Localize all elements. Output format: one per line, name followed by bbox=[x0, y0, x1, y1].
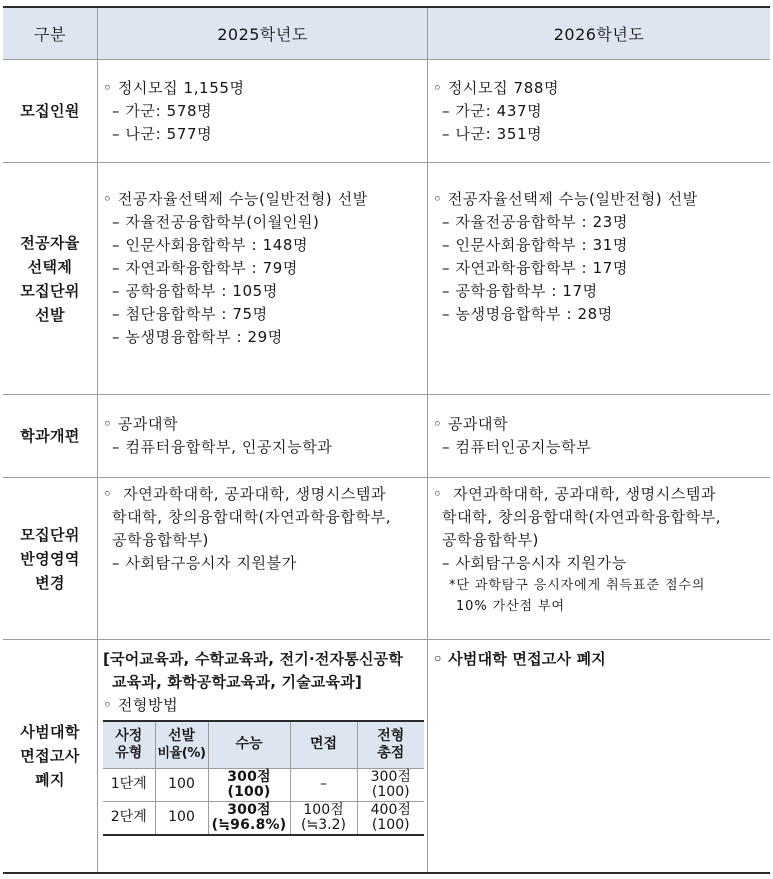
sub-line: – 농생명융합학부 : 28명 bbox=[442, 305, 613, 323]
col-header-line: 수능 bbox=[235, 736, 263, 753]
teachers-college-2025-cell bbox=[97, 640, 427, 872]
sub-line: – 공학융합학부 : 17명 bbox=[442, 282, 598, 300]
suneung-cell bbox=[208, 768, 290, 801]
recruitment-2026-cell bbox=[427, 60, 770, 163]
bullet-line: ◦ 자연과학대학, 공과대학, 생명시스템과 bbox=[103, 485, 387, 503]
col-header-line: 선발 bbox=[167, 727, 196, 744]
bullet-line: ◦ 자연과학대학, 공과대학, 생명시스템과 bbox=[433, 485, 717, 503]
header-category bbox=[3, 8, 97, 60]
row-label-line: 모집단위 bbox=[20, 525, 80, 544]
sub-line: – 인문사회융합학부 : 148명 bbox=[112, 236, 309, 254]
header-year-2026-text: 2026학년도 bbox=[553, 25, 645, 44]
col-header-line: 총점 bbox=[377, 744, 405, 761]
row-label-text: 학과개편 bbox=[20, 427, 80, 445]
cell-line: (100) bbox=[227, 783, 271, 800]
sub-line: – 자연과학융합학부 : 79명 bbox=[112, 259, 298, 277]
cell-line: 300점 bbox=[227, 768, 271, 785]
major-selection-2025-cell bbox=[97, 163, 427, 395]
footnote-line: 10% 가산점 부여 bbox=[456, 599, 565, 614]
cell-line: (≒96.8%) bbox=[211, 816, 287, 833]
row-label-line: 면접고사 bbox=[20, 747, 80, 765]
sub-line: – 자연과학융합학부 : 17명 bbox=[442, 259, 628, 277]
col-header-suneung bbox=[208, 721, 290, 768]
header-year-2025 bbox=[97, 8, 427, 60]
col-header-assessment-type bbox=[103, 721, 155, 768]
row-label-department-reorganization bbox=[3, 395, 97, 478]
row-label-reflection-area bbox=[3, 478, 97, 640]
header-year-2026 bbox=[427, 8, 770, 60]
sub-line: – 가군: 437명 bbox=[442, 102, 543, 120]
department-list-line: [국어교육과, 수학교육과, 전기·전자통신공학 bbox=[103, 650, 404, 668]
cell-line: 300점 bbox=[227, 801, 271, 818]
selection-table-header-row bbox=[103, 721, 424, 768]
department-reorganization-2025-cell bbox=[97, 395, 427, 478]
total-score-cell bbox=[357, 801, 424, 835]
sub-line: – 인문사회융합학부 : 31명 bbox=[442, 236, 628, 254]
row-label-text: 모집인원 bbox=[20, 102, 80, 120]
row-label-line: 전공자율 bbox=[20, 233, 80, 252]
reflection-area-2026-cell bbox=[427, 478, 770, 640]
department-reorganization-2026-cell bbox=[427, 395, 770, 478]
row-label-line: 선택제 bbox=[27, 257, 73, 276]
bullet-line: ◦ 공과대학 bbox=[433, 415, 509, 433]
sub-line: – 사회탐구응시자 지원불가 bbox=[112, 554, 297, 572]
col-header-total-score bbox=[357, 721, 424, 768]
sub-line: – 가군: 578명 bbox=[112, 102, 213, 120]
reflection-area-2025-cell bbox=[97, 478, 427, 640]
cell-line: 400점 bbox=[370, 801, 411, 818]
total-score-cell bbox=[357, 768, 424, 801]
recruitment-2025-cell bbox=[97, 60, 427, 163]
bullet-line: ◦ 사범대학 면접고사 폐지 bbox=[433, 650, 606, 668]
cell-line: – bbox=[320, 776, 327, 792]
cell-line: (100) bbox=[371, 816, 410, 833]
col-header-interview bbox=[290, 721, 357, 768]
ratio-cell: 100 bbox=[155, 768, 208, 801]
bullet-line: ◦ 정시모집 788명 bbox=[433, 79, 560, 97]
bullet-line: ◦ 전공자율선택제 수능(일반전형) 선발 bbox=[103, 190, 368, 208]
cell-line: 100점 bbox=[303, 801, 344, 818]
admission-comparison-table bbox=[3, 6, 770, 874]
sub-line: – 사회탐구응시자 지원가능 bbox=[442, 554, 627, 572]
cell-line: (≒3.2) bbox=[301, 816, 346, 833]
table-row bbox=[103, 768, 424, 801]
department-list-line: 교육과, 화학공학교육과, 기술교육과] bbox=[112, 673, 363, 691]
row-label-line: 선발 bbox=[35, 305, 65, 324]
continuation-line: 공학융합학부) bbox=[112, 531, 209, 549]
sub-line: – 자율전공융합학부(이월인원) bbox=[112, 213, 320, 231]
teachers-college-2026-cell bbox=[427, 640, 770, 872]
sub-line: – 자율전공융합학부 : 23명 bbox=[442, 213, 628, 231]
cell-line: (100) bbox=[371, 783, 410, 800]
sub-line: – 농생명융합학부 : 29명 bbox=[112, 328, 283, 346]
row-label-line: 반영영역 bbox=[20, 549, 80, 568]
bullet-line: ◦ 전공자율선택제 수능(일반전형) 선발 bbox=[433, 190, 698, 208]
header-year-2025-text: 2025학년도 bbox=[217, 25, 308, 44]
continuation-line: 학대학, 창의융합대학(자연과학융합학부, bbox=[442, 508, 722, 526]
row-label-line: 변경 bbox=[35, 573, 65, 592]
row-label-recruitment bbox=[3, 60, 97, 163]
col-header-selection-ratio bbox=[155, 721, 208, 768]
sub-line: – 공학융합학부 : 105명 bbox=[112, 282, 278, 300]
cell-line: 300점 bbox=[370, 768, 411, 785]
interview-cell bbox=[290, 768, 357, 801]
row-label-major-selection bbox=[3, 163, 97, 395]
method-title: ◦ 전형방법 bbox=[103, 696, 179, 714]
col-header-line: 전형 bbox=[377, 727, 405, 744]
sub-line: – 나군: 351명 bbox=[442, 125, 543, 143]
sub-line: – 컴퓨터융합학부, 인공지능학과 bbox=[112, 438, 333, 456]
table-row bbox=[103, 801, 424, 835]
continuation-line: 학대학, 창의융합대학(자연과학융합학부, bbox=[112, 508, 392, 526]
row-label-line: 폐지 bbox=[35, 771, 65, 789]
stage-cell: 1단계 bbox=[103, 768, 155, 801]
ratio-cell: 100 bbox=[155, 801, 208, 835]
bullet-line: ◦ 정시모집 1,155명 bbox=[103, 79, 245, 97]
header-category-text: 구분 bbox=[34, 25, 66, 44]
major-selection-2026-cell bbox=[427, 163, 770, 395]
row-label-line: 모집단위 bbox=[20, 281, 80, 300]
sub-line: – 첨단융합학부 : 75명 bbox=[112, 305, 268, 323]
col-header-line: 유형 bbox=[115, 744, 143, 761]
selection-method-table bbox=[103, 720, 424, 836]
col-header-line: 사정 bbox=[115, 727, 143, 744]
bullet-line: ◦ 공과대학 bbox=[103, 415, 179, 433]
col-header-line: 비율(%) bbox=[157, 745, 206, 761]
suneung-cell bbox=[208, 801, 290, 835]
row-label-line: 사범대학 bbox=[20, 723, 80, 741]
stage-cell: 2단계 bbox=[103, 801, 155, 835]
sub-line: – 컴퓨터인공지능학부 bbox=[442, 438, 592, 456]
footnote-line: *단 과학탐구 응시자에게 취득표준 점수의 bbox=[449, 578, 706, 593]
sub-line: – 나군: 577명 bbox=[112, 125, 213, 143]
row-label-teachers-college bbox=[3, 640, 97, 872]
interview-cell bbox=[290, 801, 357, 835]
continuation-line: 공학융합학부) bbox=[442, 531, 539, 549]
col-header-line: 면접 bbox=[309, 736, 338, 753]
